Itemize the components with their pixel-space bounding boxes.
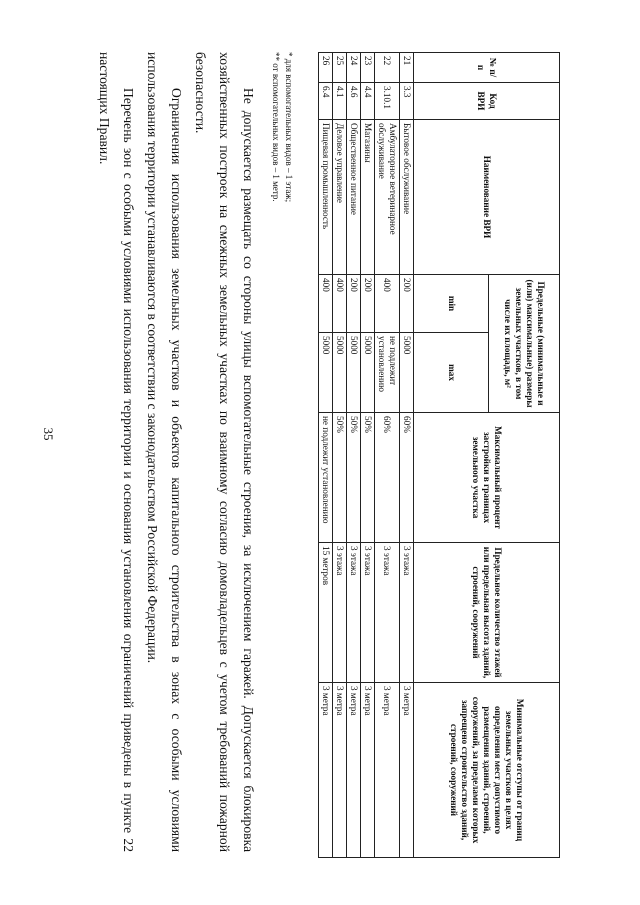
paragraph: Ограничения использования земельных участков и объектов капитального строительства в зонах с особыми условиями использования территории устанавливаются в соответствии с законодательством Российской Федерации. — [145, 52, 184, 852]
table-row — [399, 53, 413, 858]
regulations-table — [318, 52, 560, 858]
cell-setback: 3 метра — [318, 683, 332, 858]
cell-min: 400 — [332, 275, 346, 333]
cell-num: 25 — [332, 53, 346, 83]
header-num: № п/п — [414, 53, 560, 83]
cell-num: 26 — [318, 53, 332, 83]
header-coverage: Максимальный процент застройки в границах земельного участка — [414, 413, 560, 543]
header-min: min — [414, 275, 489, 333]
cell-coverage: 50% — [332, 413, 346, 543]
header-setback: Минимальные отступы от границ земельных участков в целях определения мест допустимого размещения зданий, строений, сооружений, за пределами которых запрещено строительство зданий, строений, сооружений — [414, 683, 560, 858]
cell-max: 5000 — [332, 333, 346, 413]
cell-setback: 3 метра — [346, 683, 360, 858]
cell-floors: 3 этажа — [346, 543, 360, 683]
table-row — [318, 53, 332, 858]
cell-floors: 15 метров — [318, 543, 332, 683]
rotated-content — [70, 45, 560, 860]
cell-min: 400 — [374, 275, 399, 333]
cell-floors: 3 этажа — [360, 543, 374, 683]
cell-num: 22 — [374, 53, 399, 83]
table-header-row — [489, 53, 560, 858]
cell-min: 200 — [399, 275, 413, 333]
cell-coverage: 60% — [399, 413, 413, 543]
cell-coverage: 50% — [346, 413, 360, 543]
cell-name: Пищевая промышленность — [318, 120, 332, 275]
cell-num: 24 — [346, 53, 360, 83]
cell-coverage: 60% — [374, 413, 399, 543]
header-name: Наименование ВРИ — [414, 120, 560, 275]
header-code: Код ВРИ — [414, 83, 560, 120]
cell-floors: 3 этажа — [399, 543, 413, 683]
table-row — [346, 53, 360, 858]
cell-setback: 3 метра — [332, 683, 346, 858]
cell-code: 4.1 — [332, 83, 346, 120]
cell-num: 21 — [399, 53, 413, 83]
cell-coverage: не подлежит установлению — [318, 413, 332, 543]
cell-floors: 3 этажа — [332, 543, 346, 683]
cell-coverage: 50% — [360, 413, 374, 543]
cell-max: 5000 — [346, 333, 360, 413]
cell-min: 400 — [318, 275, 332, 333]
cell-max: не подлежит установлению — [374, 333, 399, 413]
cell-name: Общественное питание — [346, 120, 360, 275]
header-floors: Предельное количество этажей или предельная высота зданий, строений, сооружений — [414, 543, 560, 683]
paragraph: Не допускается размещать со стороны улицы вспомогательные строения, за исключением гаражей. Допускается блокировка хозяйственных построек на смежных земельных участках по взаимному согласию домовладельцев с учетом требований пожарной безопасности. — [193, 52, 256, 852]
table-row — [374, 53, 399, 858]
cell-name: Амбулаторное ветеринарное обслуживание — [374, 120, 399, 275]
cell-max: 5000 — [399, 333, 413, 413]
cell-num: 23 — [360, 53, 374, 83]
cell-code: 4.4 — [360, 83, 374, 120]
cell-max: 5000 — [318, 333, 332, 413]
cell-min: 200 — [346, 275, 360, 333]
body-text — [92, 52, 260, 852]
header-max: max — [414, 333, 489, 413]
cell-floors: 3 этажа — [374, 543, 399, 683]
paragraph: Перечень зон с особыми условиями использования территории и основания установления ограничений приведены в пункте 22 настоящих Правил. — [97, 52, 136, 852]
table-row — [360, 53, 374, 858]
rotated-page-content — [70, 45, 560, 860]
cell-max: 5000 — [360, 333, 374, 413]
cell-name: Магазины — [360, 120, 374, 275]
cell-setback: 3 метра — [360, 683, 374, 858]
footnote: * для вспомогательных видов – 1 этаж; — [284, 52, 294, 203]
cell-code: 4.6 — [346, 83, 360, 120]
header-size-group: Предельные (минимальные и (или) максимальные) размеры земельных участков, в том числе их площадь, м² — [489, 275, 560, 413]
cell-name: Бытовое обслуживание — [399, 120, 413, 275]
table-row — [332, 53, 346, 858]
footnote: ** от вспомогательных видов – 1 метр. — [270, 52, 281, 202]
cell-code: 3.3 — [399, 83, 413, 120]
cell-code: 3.10.1 — [374, 83, 399, 120]
cell-code: 6.4 — [318, 83, 332, 120]
cell-min: 200 — [360, 275, 374, 333]
cell-setback: 3 метра — [399, 683, 413, 858]
cell-setback: 3 метра — [374, 683, 399, 858]
page-number: 35 — [41, 427, 56, 441]
cell-name: Деловое управление — [332, 120, 346, 275]
table-footnotes — [269, 52, 295, 202]
